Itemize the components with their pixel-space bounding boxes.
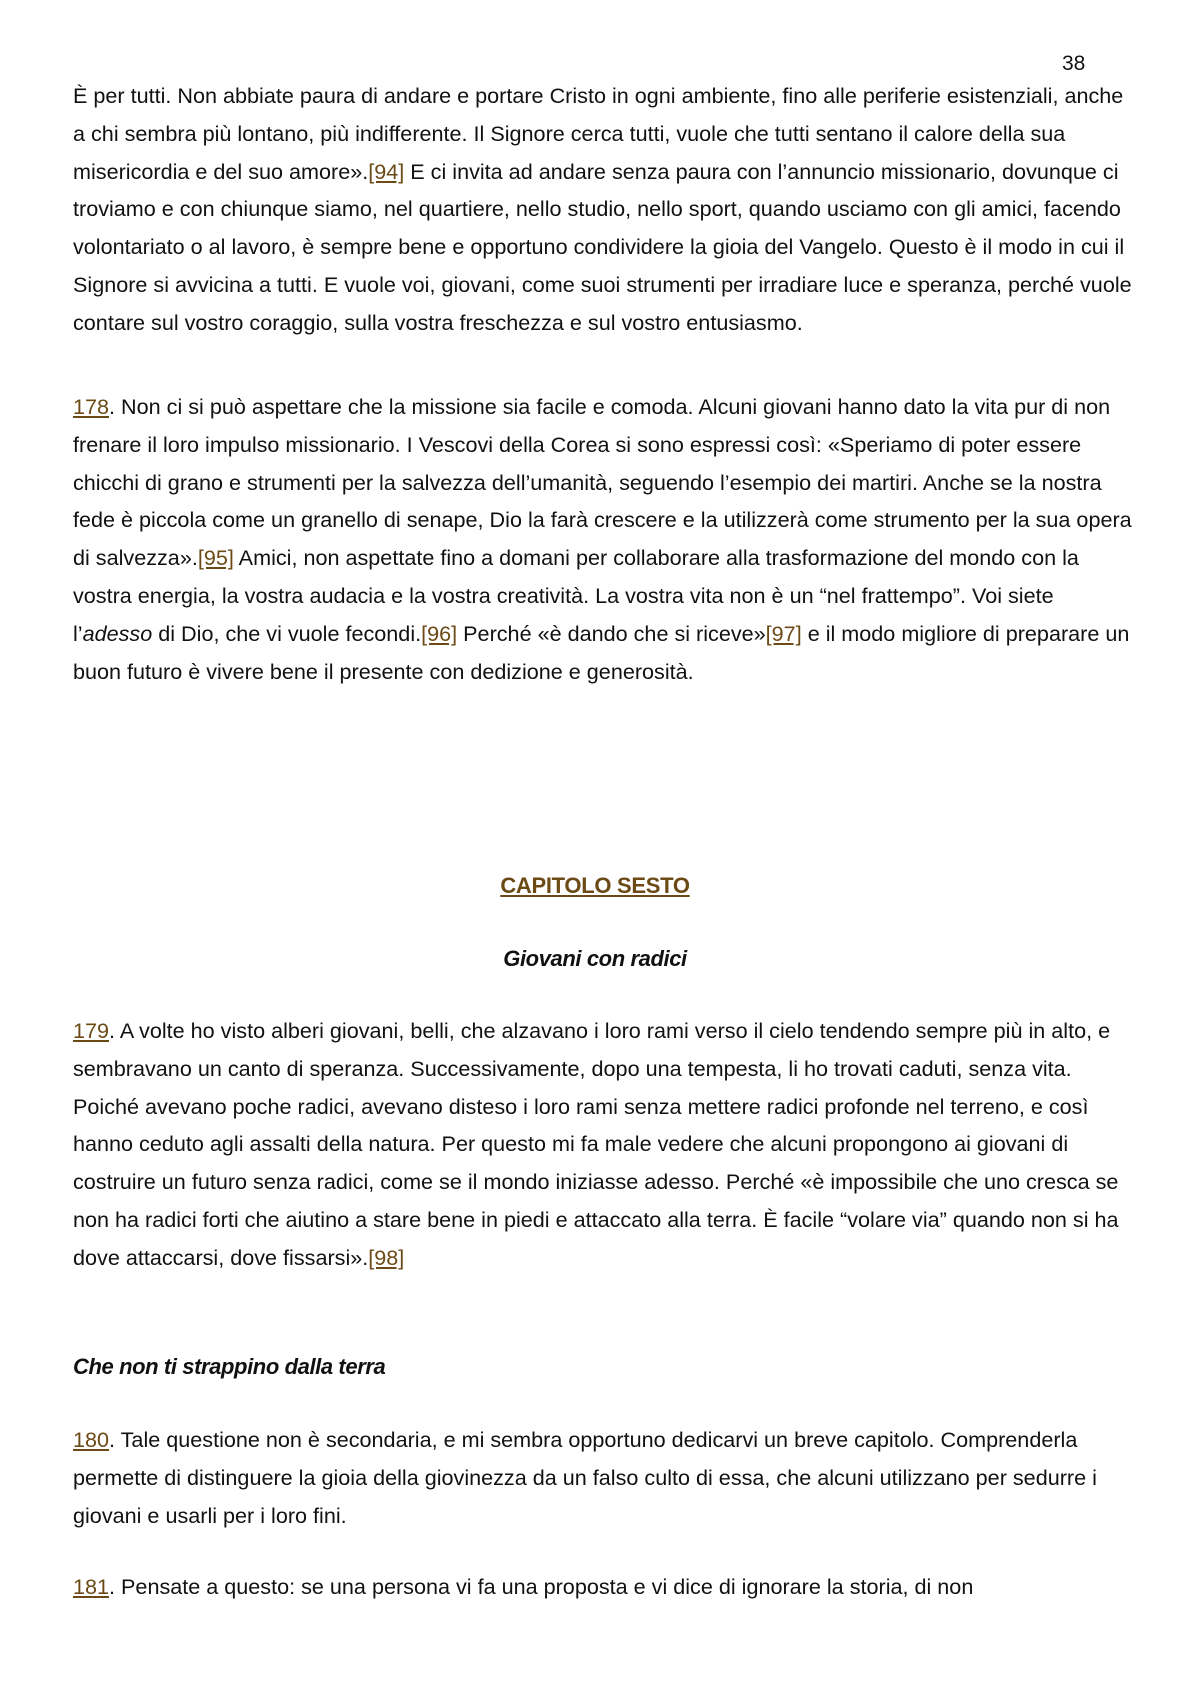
paragraph-text: di Dio, che vi vuole fecondi. bbox=[152, 620, 422, 646]
paragraph-179 bbox=[73, 1012, 1135, 1277]
paragraph-text: e il modo migliore di preparare un buon futuro è vivere bene il presente con dedizione e generosità. bbox=[73, 620, 1130, 684]
footnote-link-98[interactable]: [98] bbox=[368, 1244, 405, 1270]
paragraph-text: Perché «è dando che si riceve» bbox=[457, 620, 766, 646]
footnote-link-94[interactable]: [94] bbox=[368, 158, 405, 184]
chapter-subtitle: Giovani con radici bbox=[503, 946, 687, 971]
paragraph-number-link-179[interactable]: 179 bbox=[73, 1018, 110, 1043]
paragraph-text: . Pensate a questo: se una persona vi fa una proposta e vi dice di ignorare la storia, di non bbox=[109, 1574, 974, 1599]
paragraph-text: Amici, non aspettate fino a domani per collaborare alla trasformazione del mondo con la vostra energia, la vostra audacia e la vostra creatività. La vostra vita non è un “nel frattempo”. Voi siete l’ bbox=[73, 545, 1079, 646]
paragraph-181 bbox=[73, 1568, 1135, 1606]
section-title: Che non ti strappino dalla terra bbox=[73, 1354, 386, 1379]
page-number: 38 bbox=[1062, 52, 1086, 75]
paragraph-text: . Tale questione non è secondaria, e mi sembra opportuno dedicarvi un breve capitolo. Comprenderla permette di distinguere la gioia della giovinezza da un falso culto di essa, che alcuni utilizzano per sedurre i giovani e usarli per i loro fini. bbox=[73, 1427, 1097, 1528]
paragraph-number-link-180[interactable]: 180 bbox=[73, 1427, 110, 1452]
paragraph-178 bbox=[73, 388, 1135, 690]
chapter-heading bbox=[0, 873, 1190, 899]
emphasis-text: adesso bbox=[82, 620, 153, 646]
paragraph-text: . A volte ho visto alberi giovani, belli, che alzavano i loro rami verso il cielo tendendo sempre più in alto, e sembravano un canto di speranza. Successivamente, dopo una tempesta, li ho trovati caduti, senza vita. Poiché avevano poche radici, avevano disteso i loro rami senza mettere radici profonde nel terreno, e così hanno ceduto agli assalti della natura. Per questo mi fa male vedere che alcuni propongono ai giovani di costruire un futuro senza radici, come se il mondo iniziasse adesso. Perché «è impossibile che uno cresca se non ha radici forti che aiutino a stare bene in piedi e attaccato alla terra. È facile “volare via” quando non si ha dove attaccarsi, dove fissarsi». bbox=[73, 1018, 1119, 1270]
paragraph-text: È per tutti. Non abbiate paura di andare e portare Cristo in ogni ambiente, fino alle periferie esistenziali, anche a chi sembra più lontano, più indifferente. Il Signore cerca tutti, vuole che tutti sentano il calore della sua misericordia e del suo amore». bbox=[73, 83, 1124, 184]
footnote-link-95[interactable]: [95] bbox=[197, 545, 234, 571]
paragraph-180 bbox=[73, 1421, 1135, 1534]
footnote-link-97[interactable]: [97] bbox=[765, 620, 802, 646]
paragraph-text: E ci invita ad andare senza paura con l’annuncio missionario, dovunque ci troviamo e con chiunque siamo, nel quartiere, nello studio, nello sport, quando usciamo con gli amici, facendo volontariato o al lavoro, è sempre bene e opportuno condividere la gioia del Vangelo. Questo è il modo in cui il Signore si avvicina a tutti. E vuole voi, giovani, come suoi strumenti per irradiare luce e speranza, perché vuole contare sul vostro coraggio, sulla vostra freschezza e sul vostro entusiasmo. bbox=[73, 158, 1132, 335]
chapter-title-link[interactable]: CAPITOLO SESTO bbox=[500, 873, 690, 898]
paragraph-text: . Non ci si può aspettare che la missione sia facile e comoda. Alcuni giovani hanno dato la vita pur di non frenare il loro impulso missionario. I Vescovi della Corea si sono espressi così: «Speriamo di poter essere chicchi di grano e strumenti per la salvezza dell’umanità, seguendo l’esempio dei martiri. Anche se la nostra fede è piccola come un granello di senape, Dio la farà crescere e la utilizzerà come strumento per la sua opera di salvezza». bbox=[73, 394, 1132, 571]
paragraph-number-link-181[interactable]: 181 bbox=[73, 1574, 110, 1599]
footnote-link-96[interactable]: [96] bbox=[421, 620, 458, 646]
paragraph-177-continuation bbox=[73, 77, 1135, 342]
paragraph-number-link-178[interactable]: 178 bbox=[73, 394, 110, 419]
